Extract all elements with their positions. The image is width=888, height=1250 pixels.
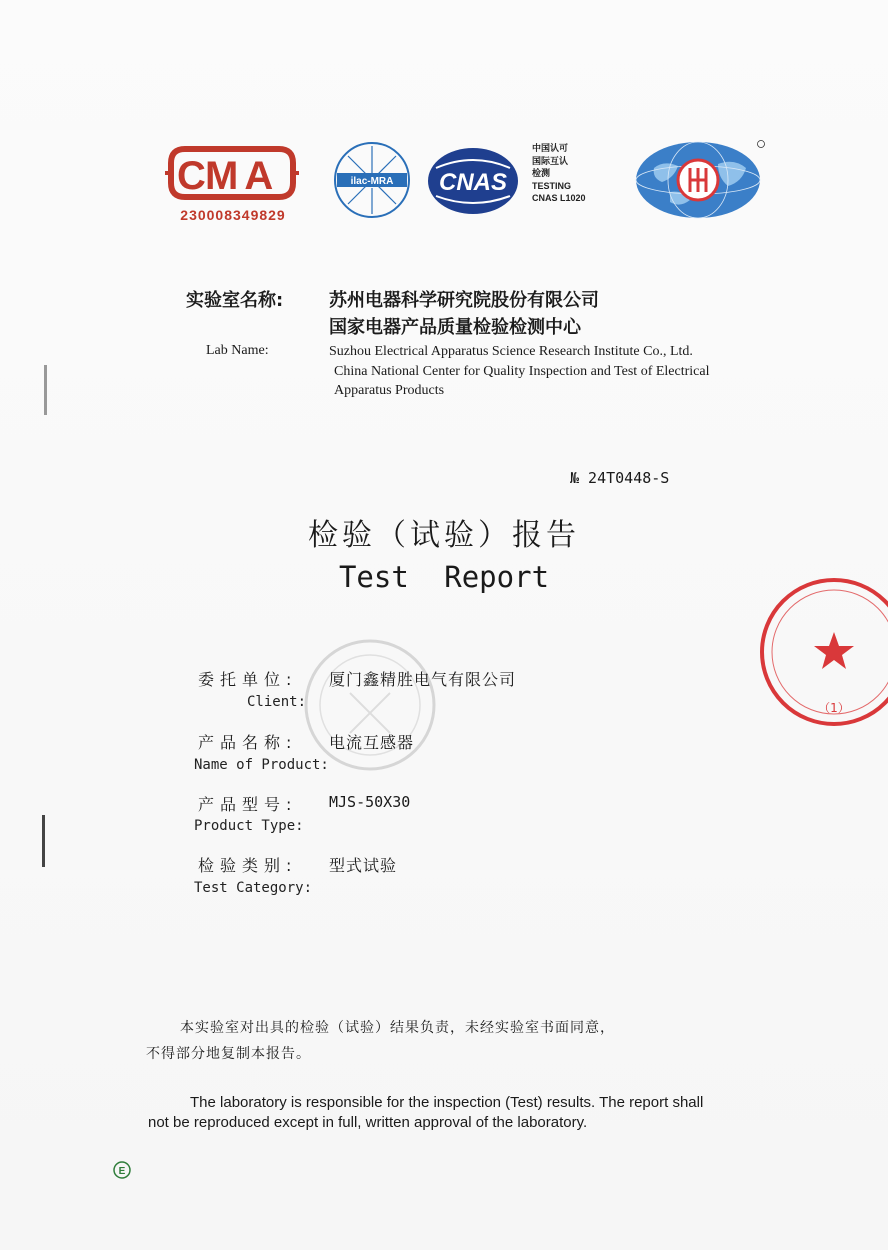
report-title-en: Test Report bbox=[338, 560, 550, 594]
lab-name-cn: 苏州电器科学研究院股份有限公司 bbox=[329, 290, 599, 311]
product-type-value: MJS-50X30 bbox=[329, 793, 411, 811]
cma-number: 230008349829 bbox=[180, 207, 286, 223]
client-label-cn: 委托单位: bbox=[198, 670, 298, 689]
lab-name-en: Suzhou Electrical Apparatus Science Research Institute Co., Ltd. bbox=[329, 344, 693, 359]
test-category-value: 型式试验 bbox=[329, 856, 398, 875]
ilac-mra-logo bbox=[332, 140, 412, 220]
cma-logo bbox=[165, 143, 299, 203]
product-type-label-en: Product Type: bbox=[194, 818, 304, 834]
notice-cn: 不得部分地复制本报告。 bbox=[146, 1046, 311, 1062]
cnas-logo bbox=[426, 146, 520, 216]
embossed-seal bbox=[300, 635, 440, 775]
cnas-line: 检测 bbox=[532, 168, 551, 178]
product-name-value: 电流互感器 bbox=[329, 733, 415, 752]
stamp-number: （1） bbox=[818, 701, 850, 715]
product-type-label-cn: 产品型号: bbox=[198, 795, 298, 814]
test-category-label-cn: 检验类别: bbox=[198, 856, 298, 875]
product-name-label-en: Name of Product: bbox=[194, 757, 329, 773]
lab-name-cn: 国家电器产品质量检验检测中心 bbox=[329, 317, 581, 338]
cnas-line: TESTING bbox=[532, 180, 572, 191]
notice-cn: 本实验室对出具的检验（试验）结果负责，未经实验室书面同意， bbox=[180, 1020, 615, 1036]
product-name-label-cn: 产品名称: bbox=[198, 733, 298, 752]
lab-label-cn: 实验室名称: bbox=[186, 290, 284, 311]
cnas-accreditation-text bbox=[532, 142, 612, 205]
binding-mark bbox=[42, 815, 45, 867]
footer-mark: E bbox=[118, 1166, 126, 1177]
cnas-line: 国际互认 bbox=[532, 155, 569, 166]
client-value: 厦门鑫精胜电气有限公司 bbox=[329, 670, 517, 689]
svg-text:C: C bbox=[177, 154, 206, 198]
cnas-text: CNAS bbox=[438, 169, 508, 196]
cnas-line: CNAS L1020 bbox=[532, 193, 586, 203]
lab-name-en: China National Center for Quality Inspection and Test of Electrical bbox=[334, 364, 710, 379]
ilac-text: ilac-MRA bbox=[350, 176, 394, 187]
lab-name-en: Apparatus Products bbox=[334, 383, 445, 398]
notice-en: The laboratory is responsible for the inspection (Test) results. The report shall bbox=[190, 1094, 704, 1111]
official-red-stamp bbox=[752, 572, 888, 730]
test-category-label-en: Test Category: bbox=[194, 880, 313, 896]
report-title-cn: 检验（试验）报告 bbox=[308, 518, 580, 553]
report-number: № 24T0448-S bbox=[570, 469, 670, 487]
notice-en: not be reproduced except in full, written approval of the laboratory. bbox=[148, 1114, 588, 1131]
lab-label-en: Lab Name: bbox=[206, 343, 269, 358]
cqc-globe-logo bbox=[634, 138, 766, 220]
client-label-en: Client: bbox=[247, 694, 307, 710]
cnas-line: 中国认可 bbox=[532, 143, 569, 153]
binding-mark bbox=[44, 365, 47, 415]
cma-text: MA bbox=[205, 154, 280, 198]
recycle-mark-icon bbox=[112, 1160, 132, 1180]
